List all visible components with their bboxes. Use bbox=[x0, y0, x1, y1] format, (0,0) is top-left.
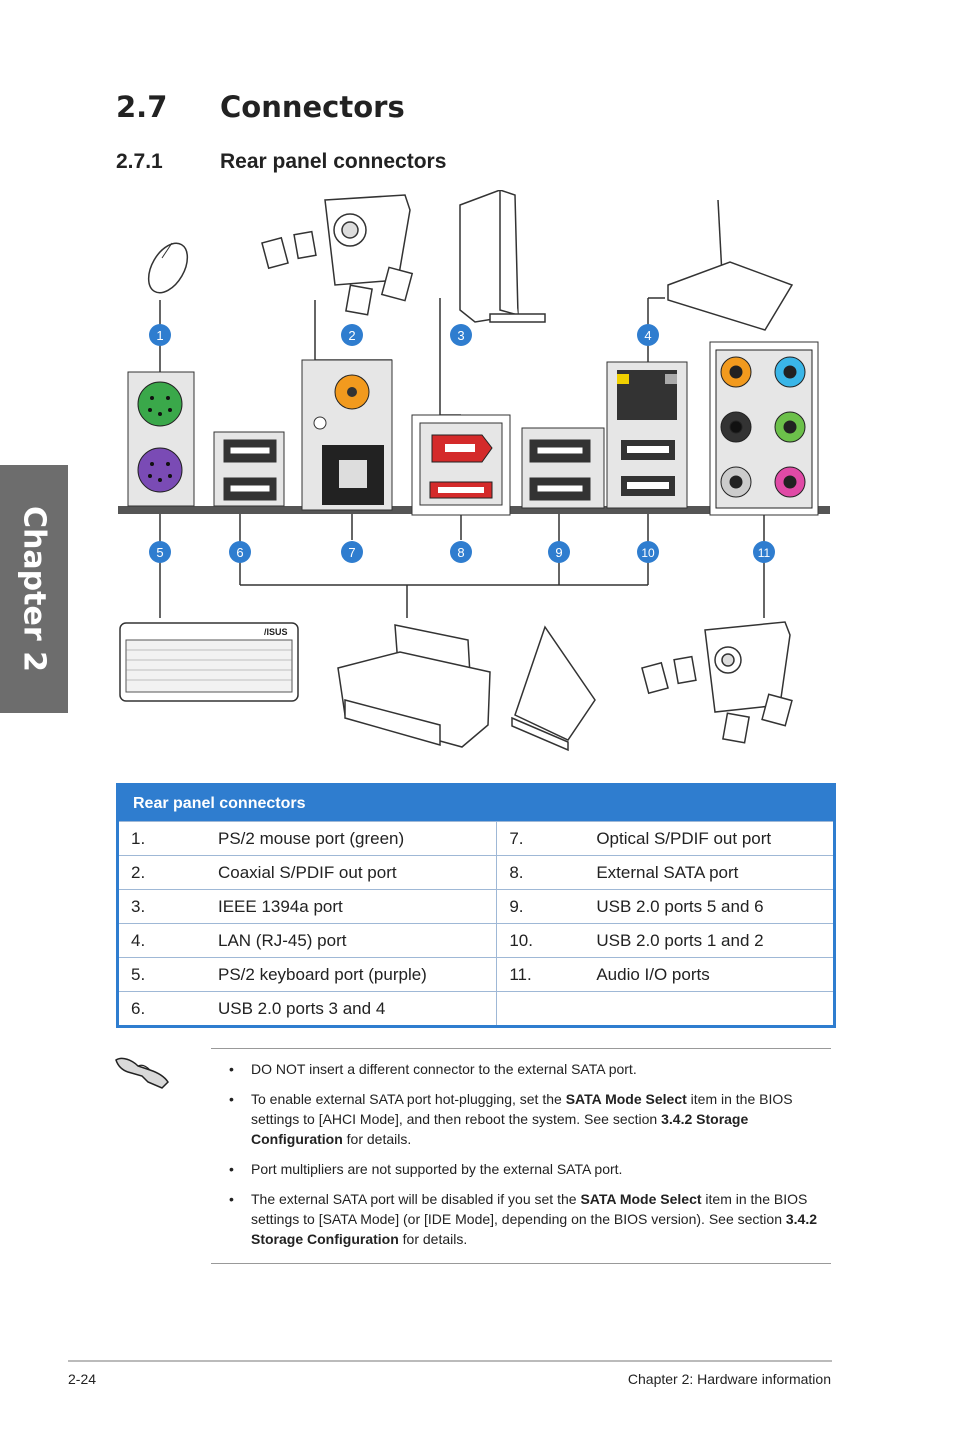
callout-1: 1 bbox=[156, 328, 164, 343]
callout-3: 3 bbox=[457, 328, 465, 343]
row-text: PS/2 mouse port (green) bbox=[218, 828, 405, 848]
external-drive-device-icon bbox=[460, 190, 545, 322]
callout-7: 7 bbox=[348, 545, 356, 560]
row-number: 6. bbox=[131, 998, 146, 1018]
callout-5: 5 bbox=[156, 545, 164, 560]
rear-panel-table bbox=[116, 783, 836, 1028]
row-text: Audio I/O ports bbox=[596, 964, 710, 984]
chapter-tab bbox=[0, 465, 68, 713]
audio-ports-icon bbox=[710, 342, 818, 515]
callout-6: 6 bbox=[236, 545, 244, 560]
scanner-device-icon bbox=[512, 627, 595, 750]
row-number: 2. bbox=[131, 862, 146, 882]
section-number: 2.7 bbox=[116, 90, 168, 124]
table-row bbox=[118, 856, 835, 890]
footer-divider bbox=[68, 1360, 832, 1362]
esata-port-icon bbox=[412, 415, 510, 515]
row-number: 10. bbox=[509, 930, 533, 950]
table-row bbox=[118, 992, 835, 1027]
speakers-bottom-device-icon bbox=[642, 622, 792, 743]
ps2-ports-icon bbox=[128, 372, 194, 506]
mouse-device-icon bbox=[141, 237, 196, 300]
speakers-device-icon bbox=[262, 195, 412, 315]
callout-8: 8 bbox=[457, 545, 465, 560]
callout-4: 4 bbox=[644, 328, 652, 343]
row-text: Optical S/PDIF out port bbox=[596, 828, 772, 848]
row-number: 5. bbox=[131, 964, 146, 984]
table-row bbox=[118, 890, 835, 924]
row-text: Coaxial S/PDIF out port bbox=[218, 862, 397, 882]
page-number: 2-24 bbox=[68, 1371, 97, 1387]
row-text: IEEE 1394a port bbox=[218, 896, 343, 916]
notes-box bbox=[211, 1048, 831, 1264]
row-text: External SATA port bbox=[596, 862, 739, 882]
table-header: Rear panel connectors bbox=[118, 785, 835, 822]
note-item: • To enable external SATA port hot-plugging, set the SATA Mode Select item in the BIOS settings to [AHCI Mode], and then reboot the system. See section 3.4.2 Storage Configuration for details. bbox=[211, 1089, 831, 1149]
row-text: USB 2.0 ports 1 and 2 bbox=[596, 930, 764, 950]
keyboard-logo: /ISUS bbox=[264, 627, 288, 637]
note-item: • Port multipliers are not supported by the external SATA port. bbox=[211, 1159, 831, 1179]
row-text: USB 2.0 ports 5 and 6 bbox=[596, 896, 764, 916]
callout-10: 10 bbox=[641, 546, 655, 560]
subsection-number: 2.7.1 bbox=[116, 150, 163, 173]
row-number: 8. bbox=[509, 862, 524, 882]
note-item: • The external SATA port will be disabled if you set the SATA Mode Select item in the BIOS settings to [SATA Mode] (or [IDE Mode], depending on the BIOS version). See section 3.4.2 Storage Configuration for details. bbox=[211, 1189, 831, 1249]
row-text: PS/2 keyboard port (purple) bbox=[218, 964, 427, 984]
row-number: 9. bbox=[509, 896, 524, 916]
subsection-heading bbox=[116, 150, 446, 174]
keyboard-device-icon bbox=[120, 623, 298, 701]
row-number: 7. bbox=[509, 828, 524, 848]
section-heading bbox=[116, 90, 405, 124]
table-row bbox=[118, 958, 835, 992]
row-number: 3. bbox=[131, 896, 146, 916]
spdif-ports-icon bbox=[302, 360, 392, 510]
table-row bbox=[118, 822, 835, 856]
router-device-icon bbox=[668, 200, 792, 330]
section-title: Connectors bbox=[220, 90, 405, 124]
chapter-tab-label: Chapter 2 bbox=[16, 506, 52, 672]
callout-11: 11 bbox=[757, 546, 771, 560]
usb-ports-5-6-icon bbox=[522, 428, 604, 508]
row-number: 11. bbox=[509, 964, 532, 984]
printer-device-icon bbox=[338, 625, 490, 747]
row-text: USB 2.0 ports 3 and 4 bbox=[218, 998, 386, 1018]
callout-9: 9 bbox=[555, 545, 563, 560]
callout-2: 2 bbox=[348, 328, 356, 343]
row-text: LAN (RJ-45) port bbox=[218, 930, 347, 950]
footer-chapter-title: Chapter 2: Hardware information bbox=[627, 1371, 831, 1387]
subsection-title: Rear panel connectors bbox=[220, 150, 447, 173]
row-number: 4. bbox=[131, 930, 146, 950]
table-row bbox=[118, 924, 835, 958]
lan-usb-ports-icon bbox=[607, 362, 687, 508]
rear-panel-diagram bbox=[100, 190, 840, 760]
note-item: • DO NOT insert a different connector to the external SATA port. bbox=[211, 1059, 831, 1079]
row-number: 1. bbox=[131, 828, 146, 848]
usb-ports-3-4-icon bbox=[214, 432, 284, 506]
hand-note-icon bbox=[112, 1046, 174, 1092]
